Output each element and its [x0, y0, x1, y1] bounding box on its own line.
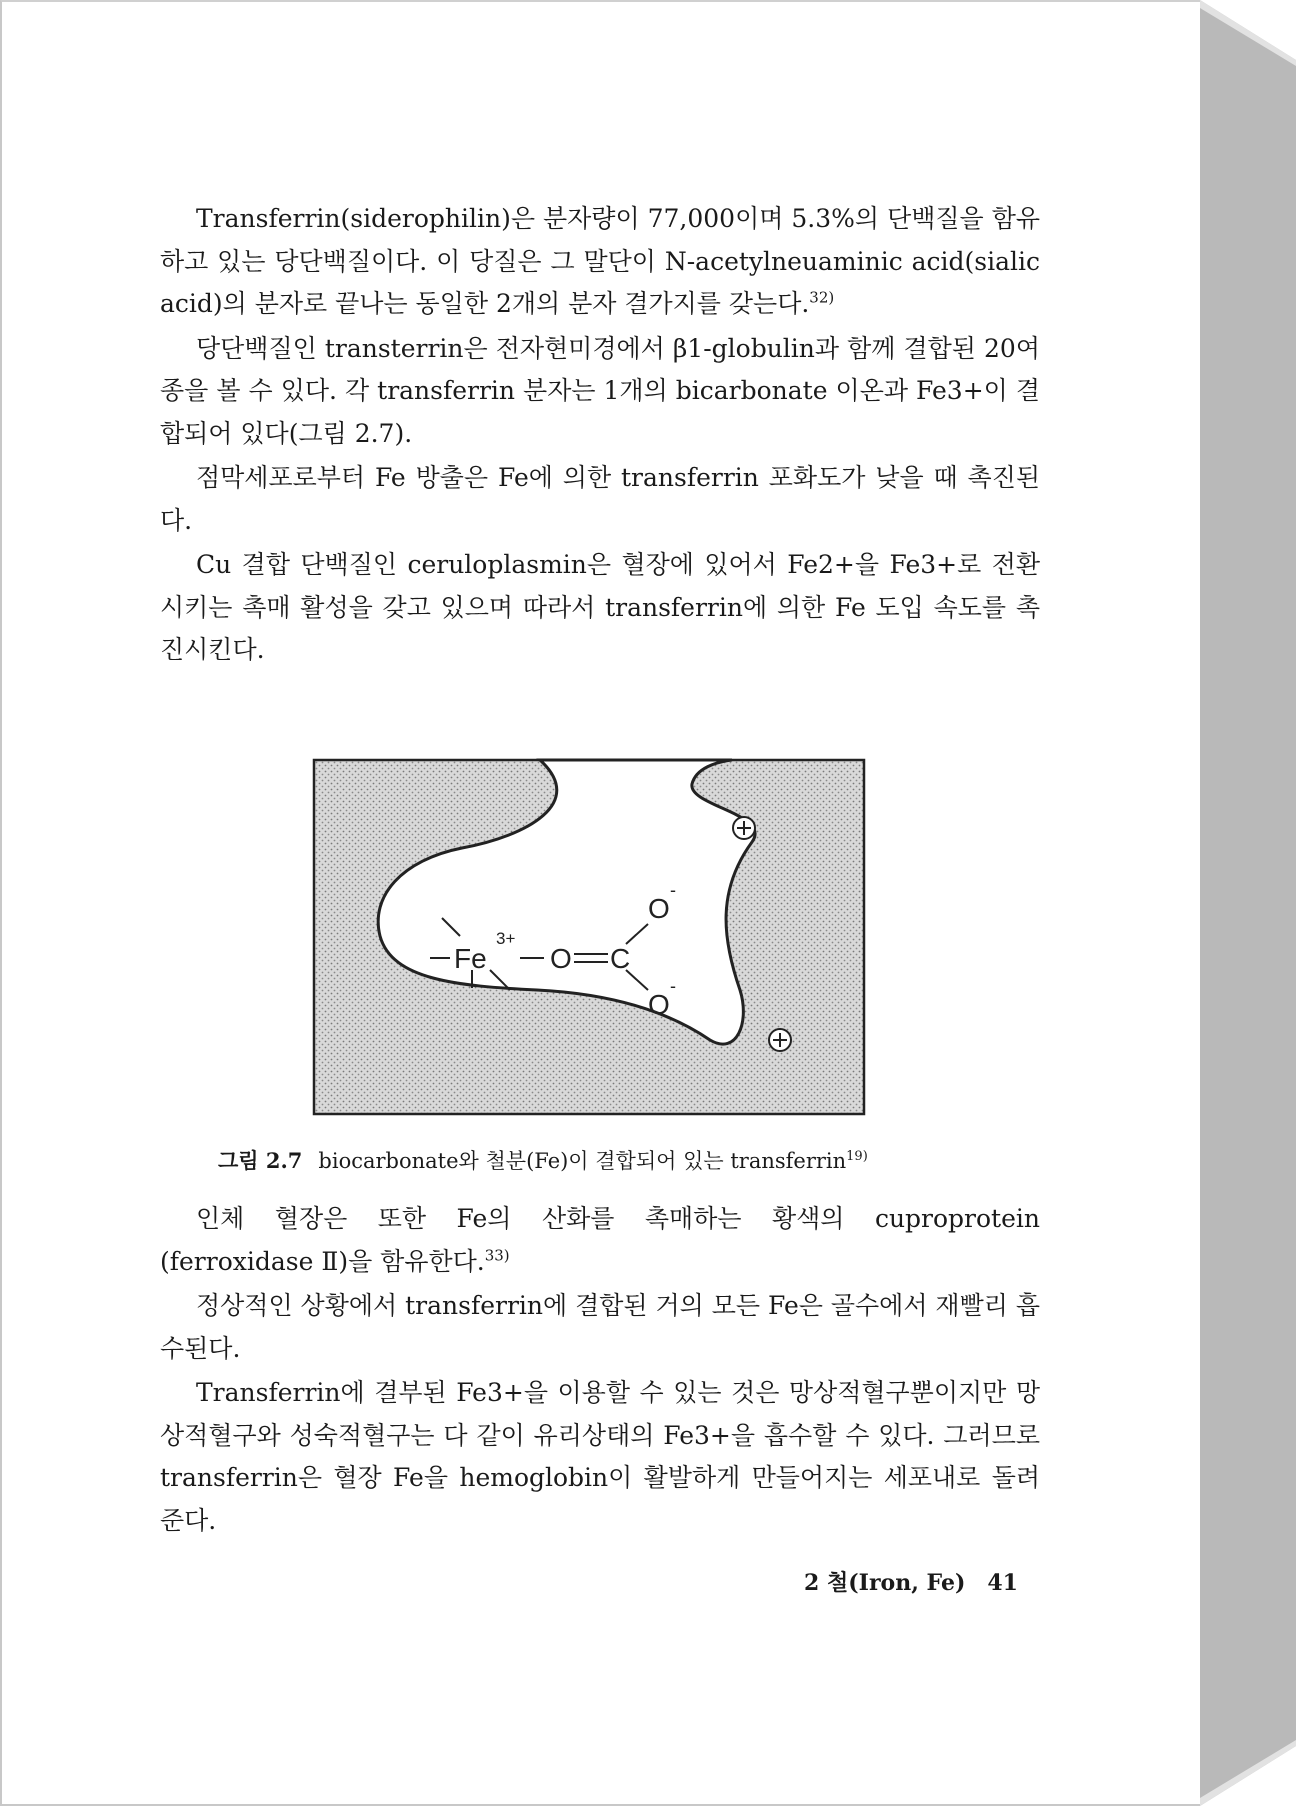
figure-transferrin-binding [312, 758, 866, 1116]
running-head: 2 철(Iron, Fe) [804, 1570, 966, 1596]
figure-caption [218, 1142, 1038, 1176]
positive-charge-lower [769, 1029, 791, 1051]
page-footer [788, 1566, 1018, 1597]
paragraph: 정상적인 상황에서 transferrin에 결합된 거의 모든 Fe은 골수에서 재빨리 흡수된다. [160, 1291, 1040, 1363]
page-stack-edge [1200, 0, 1296, 1806]
positive-charge-upper [733, 817, 755, 839]
body-text-top [160, 198, 1040, 672]
oxygen-lower-charge: - [670, 976, 676, 996]
page-number: 41 [987, 1570, 1018, 1596]
paragraph: 인체 혈장은 또한 Fe의 산화를 촉매하는 황색의 cuproprotein (ferroxidase Ⅱ)을 함유한다.$^{33)}$ [160, 1204, 1040, 1276]
figure-caption-text: biocarbonate와 철분(Fe)이 결합되어 있는 transferrin [318, 1149, 847, 1173]
paragraph: Transferrin에 결부된 Fe3+을 이용할 수 있는 것은 망상적혈구뿐이지만 망상적혈구와 성숙적혈구는 다 같이 유리상태의 Fe3+을 흡수할 수 있다. 그러므로 transferrin은 혈장 Fe을 hemoglobin이 활발하게 만들어지는 세포내로 돌려준다. [160, 1378, 1040, 1535]
paragraph: 점막세포로부터 Fe 방출은 Fe에 의한 transferrin 포화도가 낮을 때 촉진된다. [160, 463, 1040, 535]
figure-caption-ref: 19) [846, 1149, 868, 1164]
fe-atom-label: Fe [454, 943, 487, 974]
paragraph: Cu 결합 단백질인 ceruloplasmin은 혈장에 있어서 Fe2+을 Fe3+로 전환시키는 촉매 활성을 갖고 있으며 따라서 transferrin에 의한 Fe 도입 속도를 촉진시킨다. [160, 550, 1040, 664]
carbon-label: C [610, 943, 631, 974]
oxygen-upper-label: O [648, 893, 670, 924]
oxygen-lower-label: O [648, 989, 670, 1020]
oxygen-label: O [550, 943, 572, 974]
paragraph: Transferrin(siderophilin)은 분자량이 77,000이며 5.3%의 단백질을 함유하고 있는 당단백질이다. 이 당질은 그 말단이 N-acetylneuaminic acid(sialic acid)의 분자로 끝나는 동일한 2개의 분자 결가지를 갖는다.$^{32)}$ [160, 204, 1040, 318]
figure-diagram [312, 758, 866, 1116]
figure-number: 그림 2.7 [218, 1148, 303, 1173]
paragraph: 당단백질인 transterrin은 전자현미경에서 β1-globulin과 함께 결합된 20여종을 볼 수 있다. 각 transferrin 분자는 1개의 bicarbonate 이온과 Fe3+이 결합되어 있다(그림 2.7). [160, 333, 1040, 448]
oxygen-upper-charge: - [670, 880, 676, 900]
fe-charge-label: 3+ [496, 929, 516, 948]
body-text-bottom [160, 1198, 1040, 1542]
